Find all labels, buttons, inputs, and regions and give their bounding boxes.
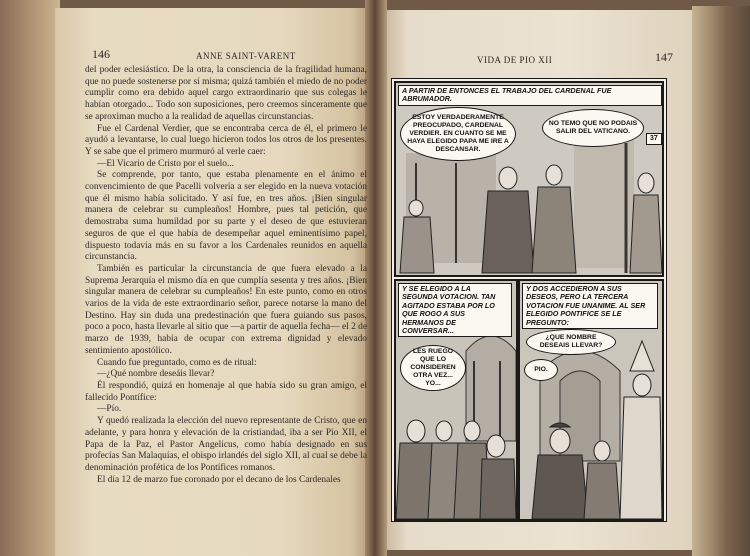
caption-box: Y DOS ACCEDIERON A SUS DESEOS, PERO LA TERCERA VOTACION FUE UNANIME. AL SER ELEGIDO PONTIFICE SE LE PREGUNTO: [522, 283, 658, 329]
panel-number: 37 [646, 133, 662, 145]
paragraph: del poder eclesiástico. De la otra, la consciencia de la fragilidad humana, que no puede sostenerse por sí misma; quizá también el miedo de no poder cumplir como era debido aquel cargo extraordinario que sus colegas le habían otorgado... Todo son suposiciones, pero creemos sinceramente que se aproximan mucho a la realidad de aquellas circunstancias. [85, 65, 367, 122]
paragraph: El día 12 de marzo fue coronado por el decano de los Cardenales [97, 474, 341, 485]
left-running-head: ANNE SAINT-VARENT [196, 51, 296, 61]
left-body-text [85, 65, 367, 486]
paragraph: Fue el Cardenal Verdier, que se encontraba cerca de él, el primero le ayudó a levantarse, lo cual luego hicieron todos los otros de los presentes. Y se sabe que el primero murmuró al verle caer: [85, 123, 367, 157]
book-gutter [365, 0, 387, 556]
paragraph: —El Vicario de Cristo por el suelo... [97, 158, 234, 169]
table-surface [0, 0, 60, 556]
speech-bubble: ESTOY VERDADERAMENTE PREOCUPADO, CARDENAL VERDIER. EN CUANTO SE ME HAYA ELEGIDO PAPA ME IRE A DESCANSAR. [400, 107, 516, 161]
paragraph: Y quedó realizada la elección del nuevo representante de Cristo, que en adelante, y para honra y elevación de la cristiandad, iba a ser Pío XII, el Papa de la Paz, el Pastor Angelicus, como había designado en sus profecías San Malaquías, el obispo irlandés del siglo XII, al cual se debe la denominación profética de los Pontífices romanos. [85, 416, 367, 473]
page-edges [692, 6, 750, 556]
caption-box: Y SE ELEGIDO A LA SEGUNDA VOTACION. TAN AGITADO ESTABA POR LO QUE ROGO A SUS HERMANOS DE CONVERSAR... [398, 283, 512, 337]
paragraph: Cuando fue preguntado, como es de ritual: [97, 357, 257, 368]
comic-panel-top [394, 81, 664, 277]
paragraph: También es particular la circunstancia de que fuera elevado a la Suprema Jerarquía el mismo día en que cumplía sesenta y tres años. ¡Bien singular manera de celebrar su cumpleaños! En este punto, como en otros varios de la vida de este extraordinario señor, parece notarse la mano del Destino. Hay sin duda una predestinación que fuera guiando sus pasos, poco a poco, hasta llevarle al sitio que —a partir de aquella fecha— el 2 de marzo de 1939, había de ocupar con extrema dignidad y elevado sentimiento apostólico. [85, 263, 367, 356]
comic-strip [391, 78, 667, 522]
right-running-head: VIDA DE PIO XII [477, 55, 553, 65]
paragraph: —¿Qué nombre deseáis llevar? [97, 369, 215, 380]
left-page-number: 146 [92, 47, 110, 61]
comic-panel-bottom-left [394, 279, 518, 521]
speech-bubble: ¿QUE NOMBRE DESEAIS LLEVAR? [526, 329, 616, 355]
comic-panel-bottom-right [518, 279, 664, 521]
paragraph: Él respondió, quizá en homenaje al que había sido su gran amigo, el fallecido Pontífice: [85, 380, 367, 403]
paragraph: —Pío. [97, 404, 122, 415]
right-page-number: 147 [655, 50, 673, 64]
speech-bubble: NO TEMO QUE NO PODAIS SALIR DEL VATICANO. [542, 109, 644, 147]
paragraph: Se comprende, por tanto, que estaba plenamente en el ánimo el convencimiento de que Pacelli volvería a ser elegido en la nueva votación que él mismo había solicitado. Y así fue, en tres años. ¡Bien singular manera de celebrar su cumpleaños! Hombre, pues tal petición, que demostraba suma humildad por su parte y el deseo de que estuvieran seguros de que el que había de desempeñar aquel eminentísimo papel, dispuesto todavía más en su favor a los Cardenales reunidos en aquella circunstancia. [85, 170, 367, 263]
speech-bubble: LES RUEGO QUE LO CONSIDEREN OTRA VEZ... YO... [400, 345, 466, 391]
caption-box: A PARTIR DE ENTONCES EL TRABAJO DEL CARDENAL FUE ABRUMADOR. [398, 85, 662, 106]
speech-bubble: PIO. [524, 359, 558, 381]
